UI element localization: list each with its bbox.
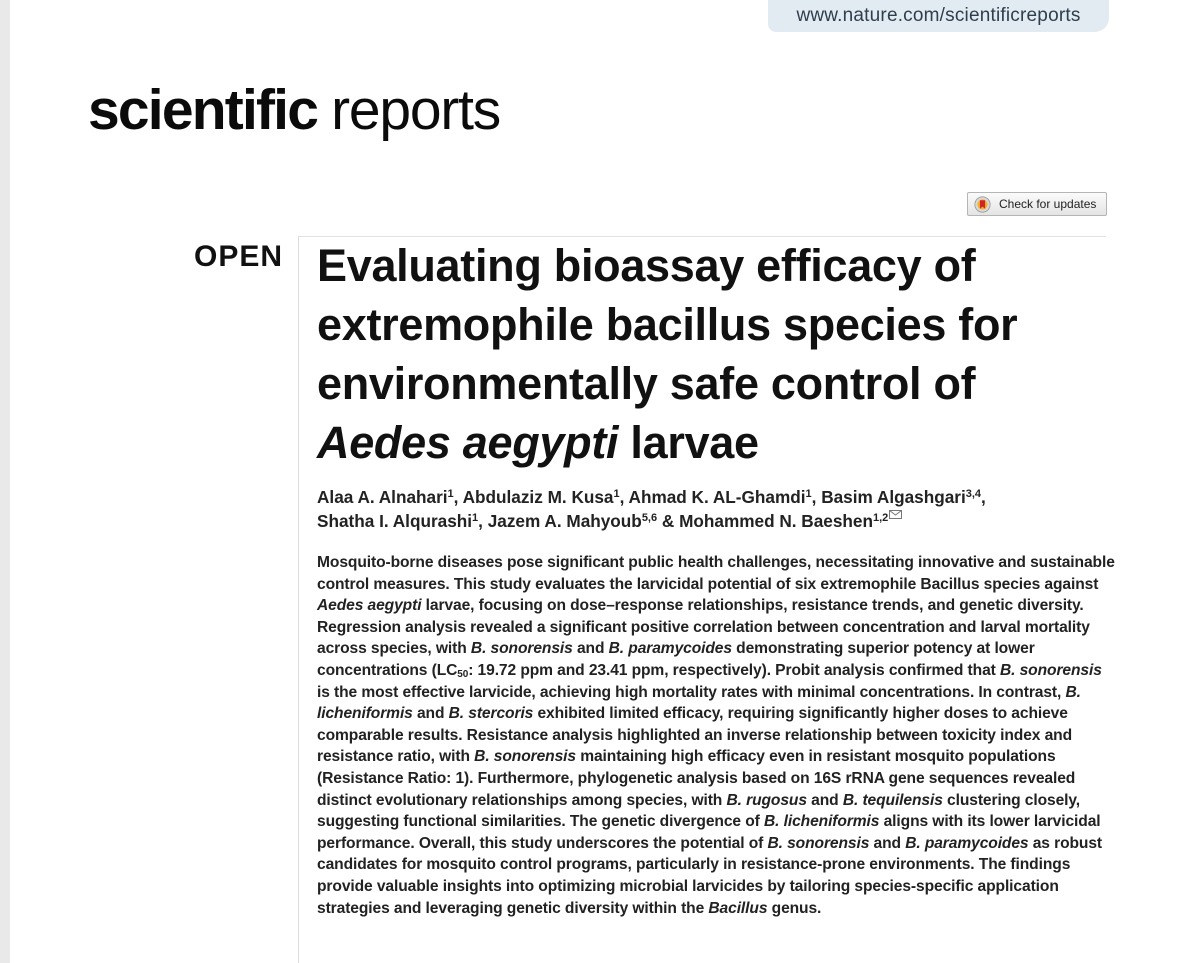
author-affiliation: 1 — [447, 488, 454, 500]
species-name: Bacillus — [708, 899, 768, 917]
species-name: Aedes aegypti — [317, 597, 422, 615]
species-name: B. sonorensis — [474, 748, 576, 766]
author-name[interactable]: Abdulaziz M. Kusa — [462, 487, 614, 507]
title-part-1: Evaluating bioassay efficacy of extremophile bacillus species for environmentally safe control of — [317, 240, 1018, 409]
abstract-text: maintaining high efficacy even in resistant mosquito populations (Resistance Ratio: 1). Furthermore, phylogenetic analysis based on 16S rRNA gene sequences revealed distinct evolutionary relationships among species, with — [317, 748, 1076, 809]
journal-logo-light: reports — [331, 78, 501, 142]
check-for-updates-button[interactable] — [967, 192, 1107, 216]
abstract-text: exhibited limited efficacy, requiring significantly higher doses to achieve comparable results. Resistance analysis highlighted an inverse relationship between toxicity index and resistance ratio, with — [317, 705, 1072, 766]
author-affiliation: 5,6 — [641, 512, 658, 524]
abstract-text: and — [572, 640, 609, 658]
author-name[interactable]: Jazem A. Mahyoub — [487, 511, 642, 531]
abstract-text: aligns with its lower larvicidal performance. Overall, this study underscores the potential of — [317, 813, 1101, 852]
title-species: Aedes aegypti — [317, 417, 619, 468]
abstract-text: : 19.72 ppm and 23.41 ppm, respectively). Probit analysis confirmed that — [468, 661, 1000, 679]
left-divider — [298, 236, 299, 963]
journal-logo — [88, 78, 500, 142]
title-part-2: larvae — [618, 417, 759, 468]
abstract-text: clustering closely, suggesting functional similarities. The genetic divergence of — [317, 791, 1081, 831]
species-name: B. licheniformis — [763, 813, 880, 831]
author-name[interactable]: Basim Algashgari — [821, 487, 966, 507]
abstract-text: and — [806, 791, 843, 809]
abstract-text: is the most effective larvicide, achieving high mortality rates with minimal concentrations. In contrast, — [317, 683, 1066, 701]
author-name[interactable]: Ahmad K. AL-Ghamdi — [628, 487, 806, 507]
envelope-icon[interactable] — [889, 510, 902, 519]
check-for-updates-icon — [974, 196, 991, 213]
species-name: B. rugosus — [726, 791, 807, 809]
species-name: B. tequilensis — [842, 791, 943, 809]
author-affiliation: 3,4 — [965, 488, 982, 500]
journal-url-badge[interactable] — [768, 0, 1109, 32]
species-name: B. sonorensis — [470, 640, 573, 658]
abstract-text: Mosquito-borne diseases pose significant public health challenges, necessitating innovative and sustainable control measures. This study evaluates the larvicidal potential of six extremophile Bacillus species against — [317, 554, 1115, 593]
author-affiliation: 1 — [613, 488, 620, 500]
article-page — [10, 0, 1200, 963]
abstract-text: genus. — [767, 899, 822, 917]
abstract-text: and — [869, 834, 906, 852]
abstract-text: and — [412, 705, 449, 723]
lc-subscript: 50 — [457, 668, 469, 680]
abstract-text: as robust candidates for mosquito control programs, particularly in resistance-prone environments. The findings provide valuable insights into optimizing microbial larvicides by tailoring species-specific application strategies and leveraging genetic diversity within the — [317, 834, 1103, 917]
species-name: B. sonorensis — [767, 834, 870, 852]
author-list: Alaa A. Alnahari$^1$, Abdulaziz M. Kusa$^1$, Ahmad K. AL-Ghamdi$^1$, Basim Algashgari$^{3,4}$, Shatha I. Alqurashi$^1$, Jazem A. Mahyoub$^{5,6}$ & Mohammed N. Baeshen$^{1,2}$ — [317, 487, 986, 531]
author-name[interactable]: Alaa A. Alnahari — [317, 487, 448, 507]
journal-logo-bold: scientific — [88, 78, 318, 142]
species-name: B. paramycoides — [608, 640, 732, 658]
article-title — [317, 236, 1097, 472]
author-name[interactable]: Mohammed N. Baeshen — [679, 511, 873, 531]
open-access-label: OPEN — [194, 240, 284, 273]
author-affiliation: 1 — [805, 488, 812, 500]
check-for-updates-label: Check for updates — [999, 197, 1097, 211]
species-name: B. licheniformis — [317, 683, 1081, 723]
author-affiliation: 1 — [472, 512, 479, 524]
species-name: B. sonorensis — [999, 661, 1102, 679]
abstract — [317, 552, 1117, 919]
species-name: B. paramycoides — [905, 834, 1029, 852]
author-name[interactable]: Shatha I. Alqurashi — [317, 511, 473, 531]
species-name: B. stercoris — [448, 705, 534, 723]
author-affiliation: 1,2 — [872, 512, 889, 524]
journal-url[interactable]: www.nature.com/scientificreports — [796, 5, 1081, 26]
abstract-text: demonstrating superior potency at lower concentrations (LC — [317, 640, 1035, 679]
abstract-text: larvae, focusing on dose–response relationships, resistance trends, and genetic diversity. Regression analysis revealed a significant positive correlation between concentration and larval mortality across species, with — [317, 597, 1090, 658]
